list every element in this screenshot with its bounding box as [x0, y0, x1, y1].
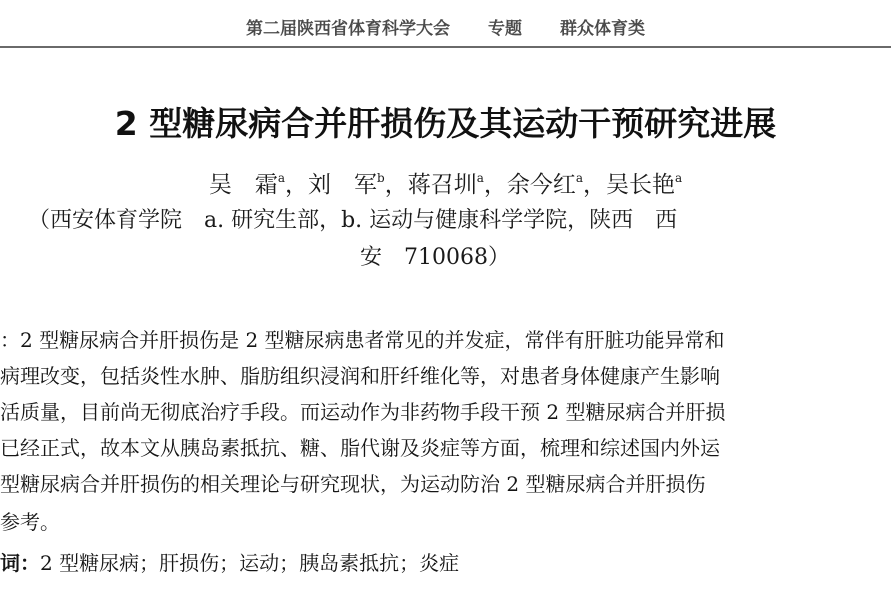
author-affil-mark: b: [377, 171, 385, 185]
abstract-line: 已经正式，故本文从胰岛素抵抗、糖、脂代谢及炎症等方面，梳理和综述国内外运: [0, 436, 720, 460]
author-affil-mark: a: [476, 171, 484, 185]
abstract-line: 参考。: [0, 510, 60, 534]
author-affil-mark: a: [575, 171, 583, 185]
affiliation-line: （西安体育学院 a. 研究生部，b. 运动与健康科学学院，陕西 西: [28, 208, 678, 233]
section-label: 专题: [488, 19, 522, 39]
author-name: 余今红: [506, 172, 576, 198]
category-label: 群众体育类: [560, 19, 645, 39]
author-name: 吴 霜: [208, 172, 278, 198]
keywords-line: [0, 547, 891, 576]
author-name: 刘 军: [308, 172, 377, 198]
author-name: 蒋召圳: [407, 172, 477, 198]
running-header: [0, 14, 891, 39]
header-rule: [0, 46, 891, 48]
author-affil-mark: a: [675, 171, 683, 185]
author-list: 吴 霜$^a$，刘 军$^b$，蒋召圳$^a$，余今红$^a$，吴长艳$^a$: [208, 171, 683, 198]
keywords-text: 2 型糖尿病；肝损伤；运动；胰岛素抵抗；炎症: [40, 551, 460, 575]
conference-name: 第二届陕西省体育科学大会: [246, 19, 450, 39]
abstract-line: ：2 型糖尿病合并肝损伤是 2 型糖尿病患者常见的并发症，常伴有肝脏功能异常和: [0, 328, 725, 352]
abstract-line: 型糖尿病合并肝损伤的相关理论与研究现状，为运动防治 2 型糖尿病合并肝损伤: [0, 472, 706, 496]
abstract-line: 活质量，目前尚无彻底治疗手段。而运动作为非药物手段干预 2 型糖尿病合并肝损: [0, 400, 726, 424]
keywords-label: 词：: [0, 551, 40, 575]
author-affil-mark: a: [277, 171, 285, 185]
author-name: 吴长艳: [606, 172, 675, 198]
affiliation-line: 安 710068）: [360, 245, 510, 270]
abstract-line: 病理改变，包括炎性水肿、脂肪组织浸润和肝纤维化等，对患者身体健康产生影响: [0, 364, 720, 388]
paper-title: 2 型糖尿病合并肝损伤及其运动干预研究进展: [114, 104, 777, 143]
